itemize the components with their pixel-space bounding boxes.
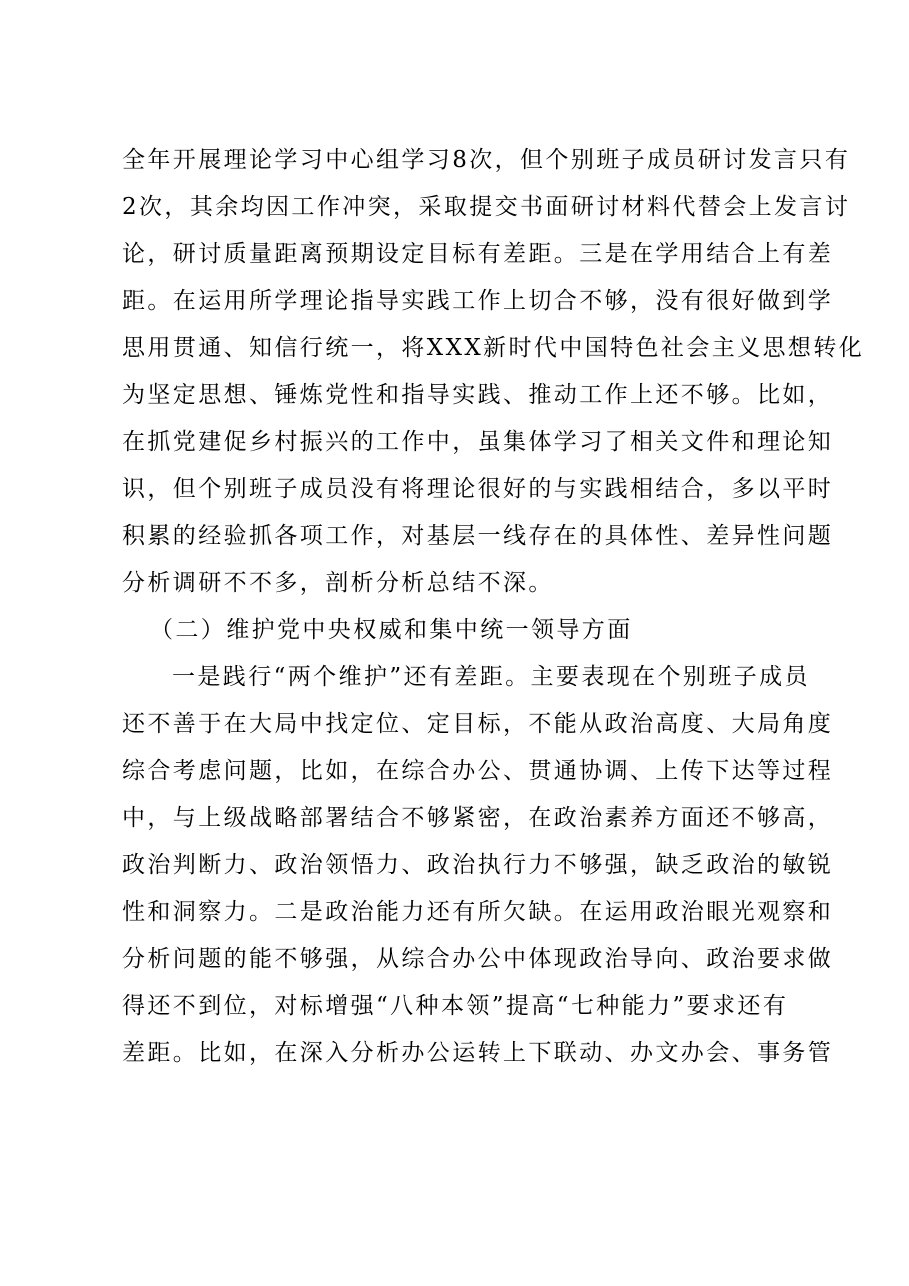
text-line: 距。在运用所学理论指导实践工作上切合不够，没有很好做到学 <box>122 288 834 314</box>
text-line: 为坚定思想、锤炼党性和指导实践、推动工作上还不够。比如， <box>122 382 834 408</box>
document-body <box>122 137 865 1077</box>
text-line: 综合考虑问题，比如，在综合办公、贯通协调、上传下达等过程 <box>122 758 834 784</box>
text-line: 还不善于在大局中找定位、定目标，不能从政治高度、大局角度 <box>122 711 834 737</box>
text-line: 分析问题的能不够强，从综合办公中体现政治导向、政治要求做 <box>122 946 834 972</box>
text-line: 2次，其余均因工作冲突，采取提交书面研讨材料代替会上发言讨 <box>122 194 851 220</box>
text-line: 思用贯通、知信行统一，将XXX新时代中国特色社会主义思想转化 <box>122 335 865 361</box>
text-line: 论，研讨质量距离预期设定目标有差距。三是在学用结合上有差 <box>122 241 834 267</box>
text-line: 政治判断力、政治领悟力、政治执行力不够强，缺乏政治的敏锐 <box>122 852 834 878</box>
text-line: 分析调研不不多，剖析分析总结不深。 <box>122 570 554 596</box>
paragraph-first-line: 一是践行“两个维护”还有差距。主要表现在个别班子成员 <box>172 664 810 690</box>
text-line: 得还不到位，对标增强“八种本领”提高“七种能力”要求还有 <box>122 993 789 1019</box>
text-line: 积累的经验抓各项工作，对基层一线存在的具体性、差异性问题 <box>122 523 834 549</box>
text-line: 识，但个别班子成员没有将理论很好的与实践相结合，多以平时 <box>122 476 834 502</box>
text-line: 差距。比如，在深入分析办公运转上下联动、办文办会、事务管 <box>122 1040 834 1066</box>
text-line: 全年开展理论学习中心组学习8次，但个别班子成员研讨发言只有 <box>122 147 851 173</box>
text-line: 性和洞察力。二是政治能力还有所欠缺。在运用政治眼光观察和 <box>122 899 834 925</box>
text-line: 在抓党建促乡村振兴的工作中，虽集体学习了相关文件和理论知 <box>122 429 834 455</box>
text-line: 中，与上级战略部署结合不够紧密，在政治素养方面还不够高， <box>122 805 834 831</box>
section-heading: （二）维护党中央权威和集中统一领导方面 <box>150 617 633 643</box>
